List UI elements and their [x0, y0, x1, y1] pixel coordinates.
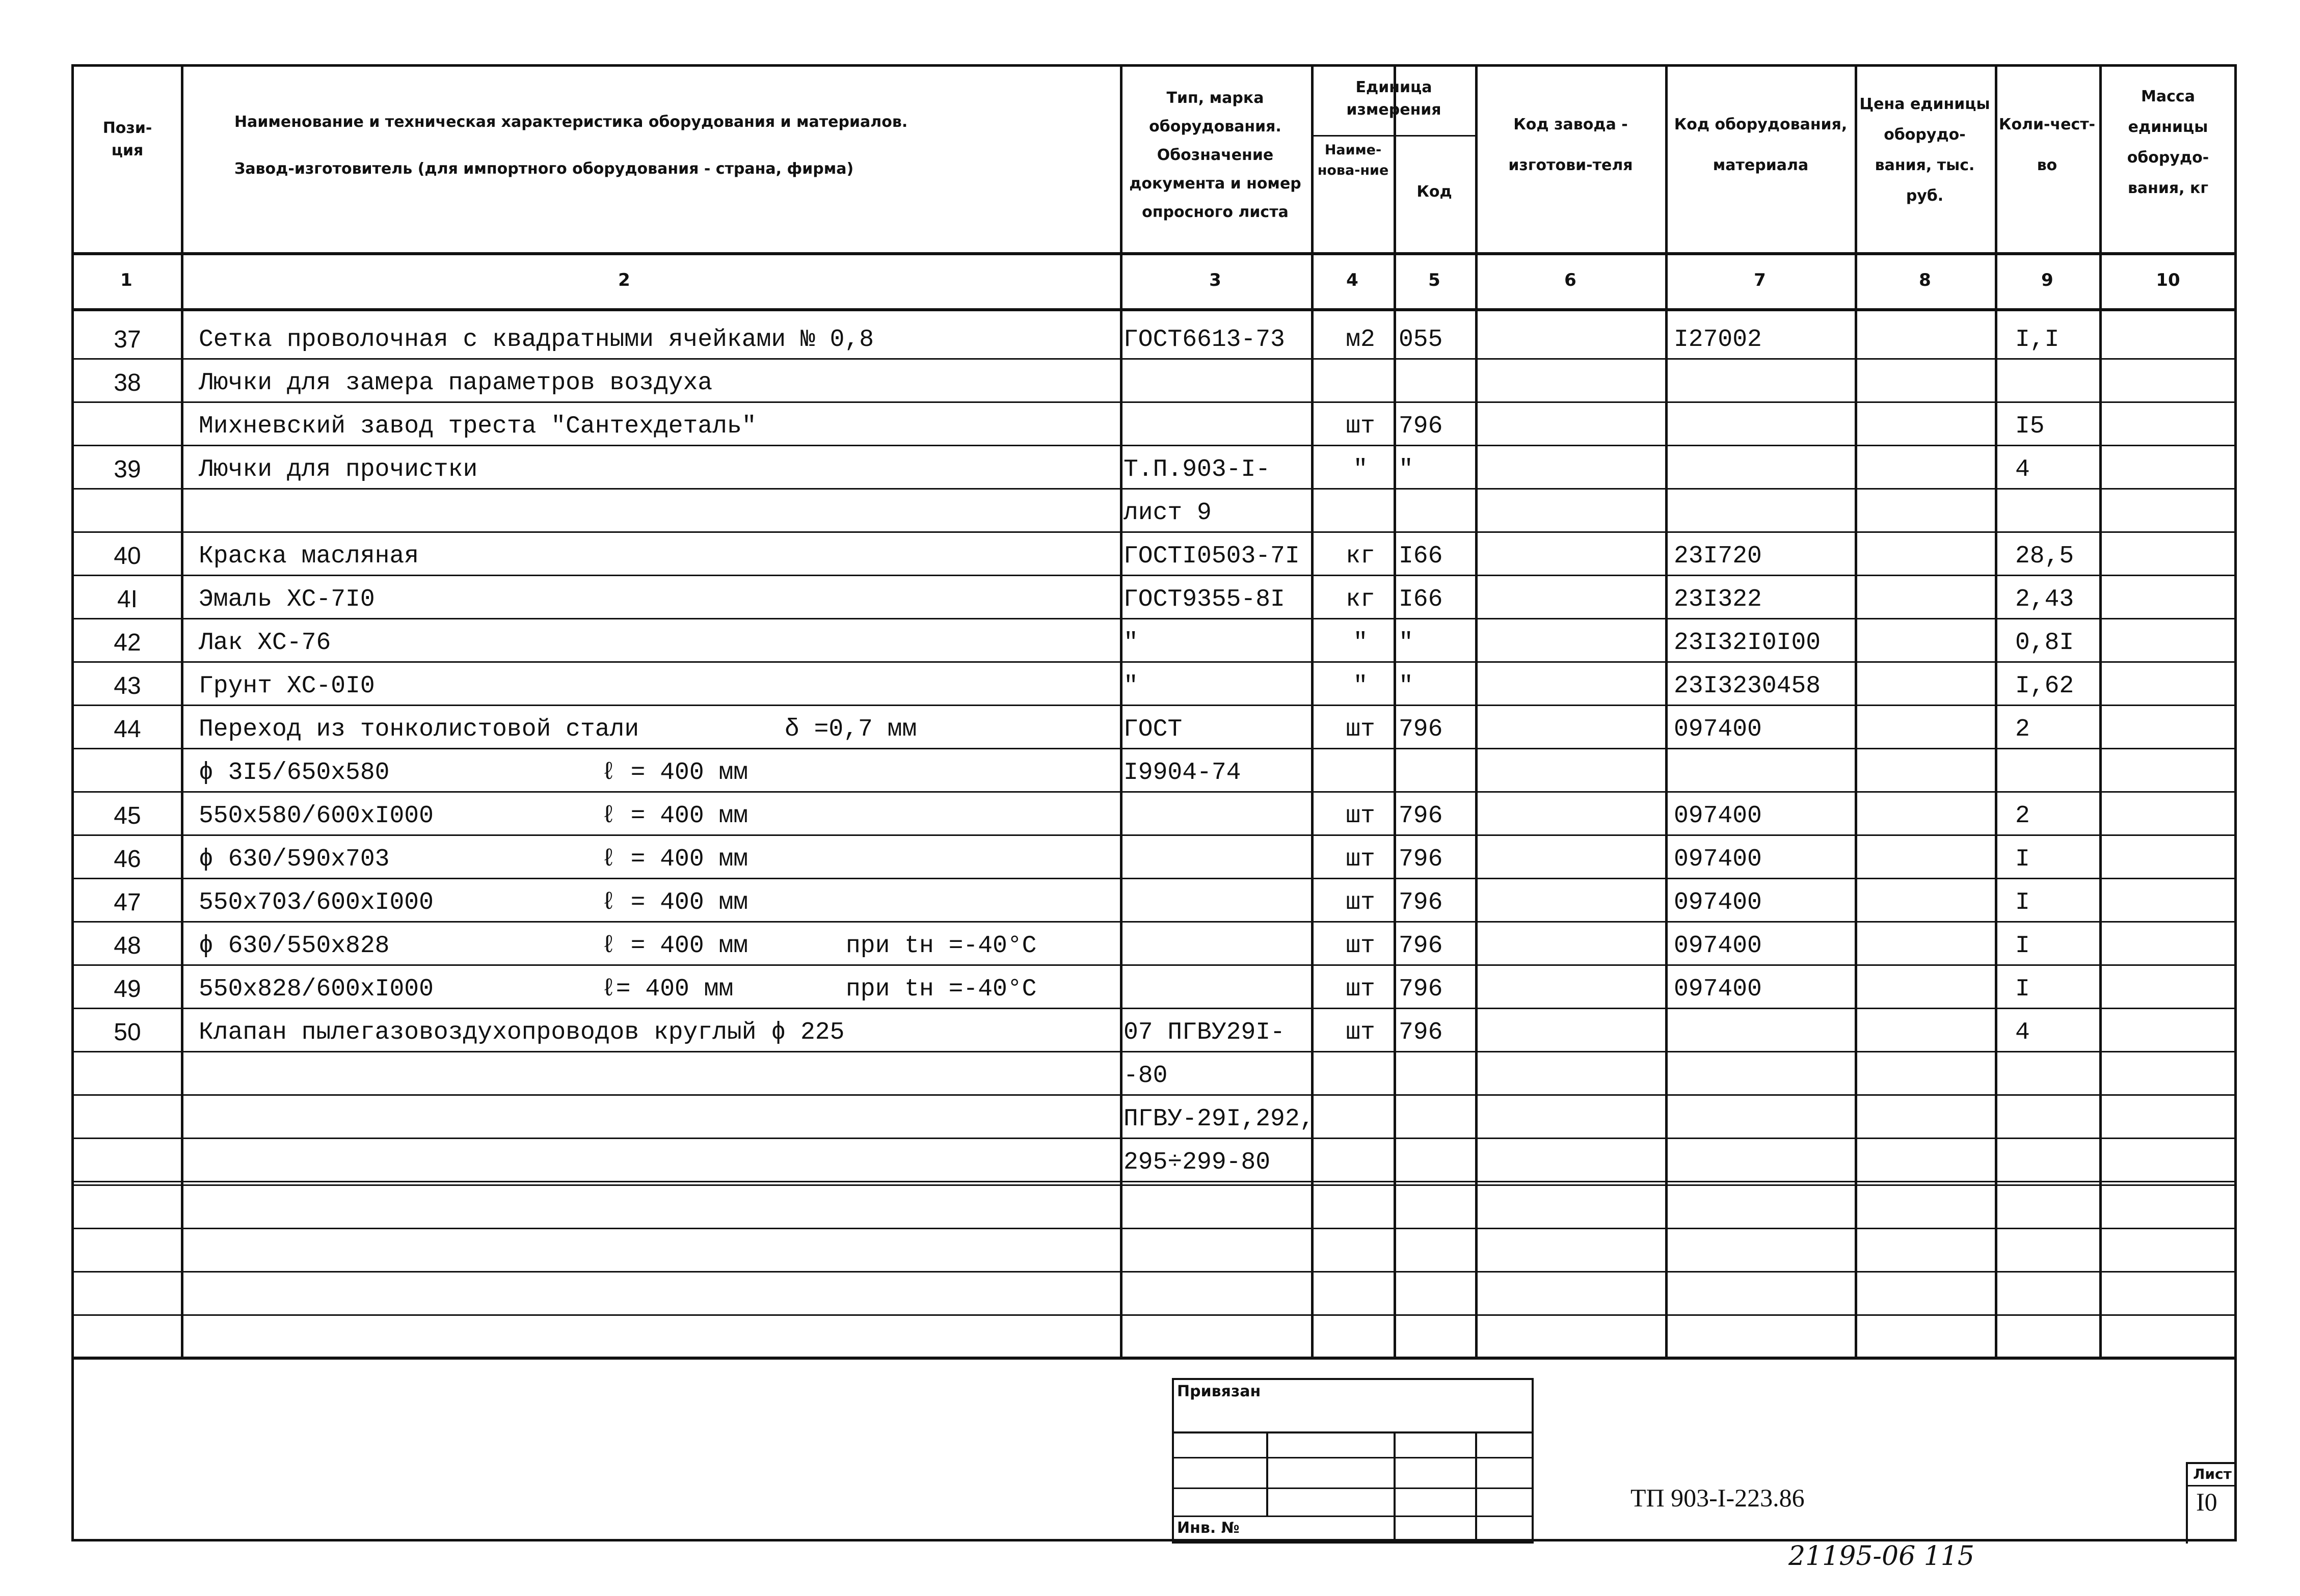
row-quantity: 28,5: [2015, 543, 2074, 570]
row-unit-code: 796: [1399, 932, 1443, 960]
row-position: 40: [114, 543, 141, 570]
header-material-code: Код оборудования, материала: [1674, 116, 1848, 174]
stamp-line: [1172, 1487, 1534, 1489]
row-position: 4I: [117, 586, 138, 613]
stamp-sheet-label: Лист: [2193, 1466, 2232, 1482]
header-name-line1: Наименование и техническая характеристика оборудования и материалов.: [234, 113, 908, 131]
row-material-code: 097400: [1674, 802, 1762, 830]
row-material-code: 23I720: [1674, 543, 1762, 570]
row-divider: [71, 921, 2237, 923]
row-name: ϕ 3I5/650x580: [199, 759, 390, 787]
row-type: ГОСТ: [1124, 716, 1183, 743]
header-position: Пози- ция: [102, 119, 152, 159]
col-divider: [1394, 65, 1396, 1357]
header-unit-group: Единица измерения: [1346, 78, 1441, 119]
row-unit: ": [1353, 629, 1368, 657]
row-position: 44: [114, 716, 141, 743]
row-unit: кг: [1346, 543, 1375, 570]
row-unit: шт: [1346, 1019, 1375, 1046]
col-divider: [1995, 65, 1997, 1357]
row-type: 07 ПГВУ29I-: [1124, 1019, 1285, 1046]
col-number: 10: [2156, 270, 2180, 290]
header-mass: Масса единицы оборудо-вания, кг: [2127, 88, 2209, 197]
stamp-line: [1394, 1431, 1396, 1544]
stamp-line: [1172, 1457, 1534, 1458]
col-number: 5: [1428, 270, 1440, 290]
row-parameter: δ =0,7 мм: [785, 716, 917, 743]
row-divider: [71, 661, 2237, 663]
row-quantity: I5: [2015, 413, 2045, 440]
row-unit: ": [1353, 456, 1368, 483]
row-divider: [71, 488, 2237, 490]
row-name: Клапан пылегазовоздухопроводов круглый ϕ 225: [199, 1019, 845, 1046]
row-material-code: 23I322: [1674, 586, 1762, 613]
header-divider: [71, 252, 2237, 255]
row-name: 550x580/600xI000: [199, 802, 434, 830]
row-quantity: I: [2015, 846, 2030, 873]
col-divider: [1665, 65, 1668, 1357]
row-unit-code: 796: [1399, 889, 1443, 916]
row-material-code: 097400: [1674, 846, 1762, 873]
row-name: Сетка проволочная с квадратными ячейками № 0,8: [199, 326, 874, 354]
row-name: Лючки для замера параметров воздуха: [199, 369, 713, 397]
row-material-code: 097400: [1674, 976, 1762, 1003]
col-number: 7: [1754, 270, 1766, 290]
row-unit-code: 796: [1399, 846, 1443, 873]
row-quantity: 2: [2015, 802, 2030, 830]
row-name: Переход из тонколистовой стали: [199, 716, 639, 743]
row-divider: [71, 1184, 2237, 1186]
row-quantity: I: [2015, 889, 2030, 916]
col-number: 9: [2041, 270, 2053, 290]
col-divider: [181, 65, 183, 1357]
header-factory-code: Код завода - изготови-теля: [1508, 116, 1633, 174]
row-quantity: 4: [2015, 456, 2030, 483]
row-material-code: 097400: [1674, 716, 1762, 743]
row-unit: шт: [1346, 802, 1375, 830]
row-unit-code: 796: [1399, 976, 1443, 1003]
row-position: 49: [114, 976, 141, 1003]
stamp-inv-label: Инв. №: [1177, 1519, 1240, 1537]
row-divider: [71, 1314, 2237, 1316]
col-divider: [1120, 65, 1122, 1357]
row-name: ϕ 630/590x703: [199, 846, 390, 873]
header-unit-name: Наиме-нова-ние: [1317, 142, 1389, 178]
row-divider: [71, 748, 2237, 749]
row-divider: [71, 1008, 2237, 1009]
row-type: -80: [1124, 1062, 1168, 1090]
row-unit: шт: [1346, 976, 1375, 1003]
row-unit: шт: [1346, 716, 1375, 743]
row-divider: [71, 445, 2237, 446]
col-number: 6: [1564, 270, 1576, 290]
row-name: Лючки для прочистки: [199, 456, 478, 483]
row-unit: м2: [1346, 326, 1375, 354]
header-divider: [71, 308, 2237, 311]
row-quantity: 0,8I: [2015, 629, 2074, 657]
row-divider: [71, 964, 2237, 966]
row-divider: [71, 1181, 2237, 1182]
row-unit: шт: [1346, 889, 1375, 916]
col-number: 8: [1919, 270, 1931, 290]
row-quantity: I: [2015, 932, 2030, 960]
row-unit-code: 796: [1399, 716, 1443, 743]
row-condition: при tн =-40°C: [846, 932, 1037, 960]
col-number: 1: [120, 270, 132, 290]
row-unit-code: 055: [1399, 326, 1443, 354]
col-divider: [2099, 65, 2102, 1357]
row-material-code: 23I3230458: [1674, 672, 1821, 700]
row-type: ГОСТI0503-7I: [1124, 543, 1300, 570]
row-name: Грунт ХС-0I0: [199, 672, 375, 700]
row-position: 46: [114, 846, 141, 873]
row-divider: [71, 1271, 2237, 1273]
row-position: 45: [114, 802, 141, 829]
row-name: 550x828/600xI000: [199, 976, 434, 1003]
row-position: 43: [114, 672, 141, 699]
row-quantity: 4: [2015, 1019, 2030, 1046]
row-divider: [71, 1051, 2237, 1052]
row-position: 38: [114, 369, 141, 396]
row-divider: [71, 1094, 2237, 1096]
col-number: 2: [618, 270, 630, 290]
row-divider: [71, 401, 2237, 403]
row-unit-code: I66: [1399, 586, 1443, 613]
row-divider: [71, 575, 2237, 576]
row-quantity: I: [2015, 976, 2030, 1003]
row-name: ϕ 630/550x828: [199, 932, 390, 960]
row-quantity: I,I: [2015, 326, 2060, 354]
header-name-line2: Завод-изготовитель (для импортного оборудования - страна, фирма): [234, 160, 854, 178]
row-divider: [71, 618, 2237, 619]
row-type: I9904-74: [1124, 759, 1241, 787]
row-type: ": [1124, 629, 1138, 657]
row-divider: [71, 878, 2237, 879]
row-quantity: 2,43: [2015, 586, 2074, 613]
row-position: 39: [114, 456, 141, 483]
row-parameter: ℓ = 400 мм: [601, 759, 748, 787]
row-material-code: 097400: [1674, 889, 1762, 916]
row-unit: шт: [1346, 846, 1375, 873]
row-unit-code: I66: [1399, 543, 1443, 570]
row-type: 295÷299-80: [1124, 1149, 1271, 1176]
row-unit: ": [1353, 672, 1368, 700]
row-unit-code: 796: [1399, 802, 1443, 830]
header-quantity: Коли-чест-во: [1998, 116, 2096, 174]
table-bottom-line: [71, 1357, 2237, 1360]
row-type: ": [1124, 672, 1138, 700]
row-divider: [71, 834, 2237, 836]
row-material-code: 097400: [1674, 932, 1762, 960]
col-divider: [1475, 65, 1478, 1357]
row-divider: [71, 1228, 2237, 1229]
row-parameter: ℓ = 400 мм: [601, 932, 748, 960]
handwritten-archive-number: 21195-06 115: [1788, 1541, 1974, 1572]
row-position: 47: [114, 889, 141, 916]
col-divider: [1855, 65, 1857, 1357]
row-unit-code: ": [1399, 672, 1413, 700]
row-material-code: I27002: [1674, 326, 1762, 354]
row-position: 37: [114, 326, 141, 353]
row-unit: кг: [1346, 586, 1375, 613]
row-quantity: 2: [2015, 716, 2030, 743]
unit-group-divider: [1311, 135, 1475, 137]
stamp-document-number: ТП 903-I-223.86: [1630, 1483, 1805, 1512]
row-type: ГОСТ9355-8I: [1124, 586, 1285, 613]
row-position: 42: [114, 629, 141, 656]
row-type: ГОСТ6613-73: [1124, 326, 1285, 354]
col-number: 4: [1346, 270, 1358, 290]
row-unit-code: ": [1399, 629, 1413, 657]
stamp-line: [1266, 1431, 1268, 1516]
row-unit-code: 796: [1399, 413, 1443, 440]
row-material-code: 23I32I0I00: [1674, 629, 1821, 657]
stamp-privyazan-label: Привязан: [1177, 1383, 1261, 1400]
row-parameter: ℓ = 400 мм: [601, 802, 748, 830]
row-unit: шт: [1346, 932, 1375, 960]
row-unit-code: 796: [1399, 1019, 1443, 1046]
stamp-line: [1475, 1431, 1477, 1544]
header-price: Цена единицы оборудо-вания, тыс. руб.: [1859, 95, 1990, 205]
col-divider: [1311, 65, 1314, 1357]
col-number: 3: [1209, 270, 1221, 290]
header-unit-code: Код: [1416, 183, 1452, 201]
stamp-line: [1172, 1431, 1534, 1433]
row-unit-code: ": [1399, 456, 1413, 483]
row-parameter: ℓ= 400 мм: [601, 976, 734, 1003]
row-name: Лак ХС-76: [199, 629, 331, 657]
row-divider: [71, 531, 2237, 533]
row-parameter: ℓ = 400 мм: [601, 889, 748, 916]
row-position: 48: [114, 932, 141, 959]
row-name: Краска масляная: [199, 543, 419, 570]
row-position: 50: [114, 1019, 141, 1046]
row-divider: [71, 358, 2237, 360]
header-type: Тип, марка оборудования. Обозначение документа и номер опросного листа: [1129, 89, 1301, 221]
row-type: Т.П.903-I-: [1124, 456, 1271, 483]
row-parameter: ℓ = 400 мм: [601, 846, 748, 873]
row-unit: шт: [1346, 413, 1375, 440]
row-divider: [71, 1138, 2237, 1139]
row-type: ПГВУ-29I,292,: [1124, 1105, 1315, 1133]
row-name: 550x703/600xI000: [199, 889, 434, 916]
row-type: лист 9: [1124, 499, 1212, 527]
row-quantity: I,62: [2015, 672, 2074, 700]
stamp-sheet-number: I0: [2196, 1487, 2217, 1516]
row-name: Эмаль ХС-7I0: [199, 586, 375, 613]
row-divider: [71, 791, 2237, 793]
row-divider: [71, 705, 2237, 706]
row-name: Михневский завод треста "Сантехдеталь": [199, 413, 757, 440]
row-condition: при tн =-40°C: [846, 976, 1037, 1003]
